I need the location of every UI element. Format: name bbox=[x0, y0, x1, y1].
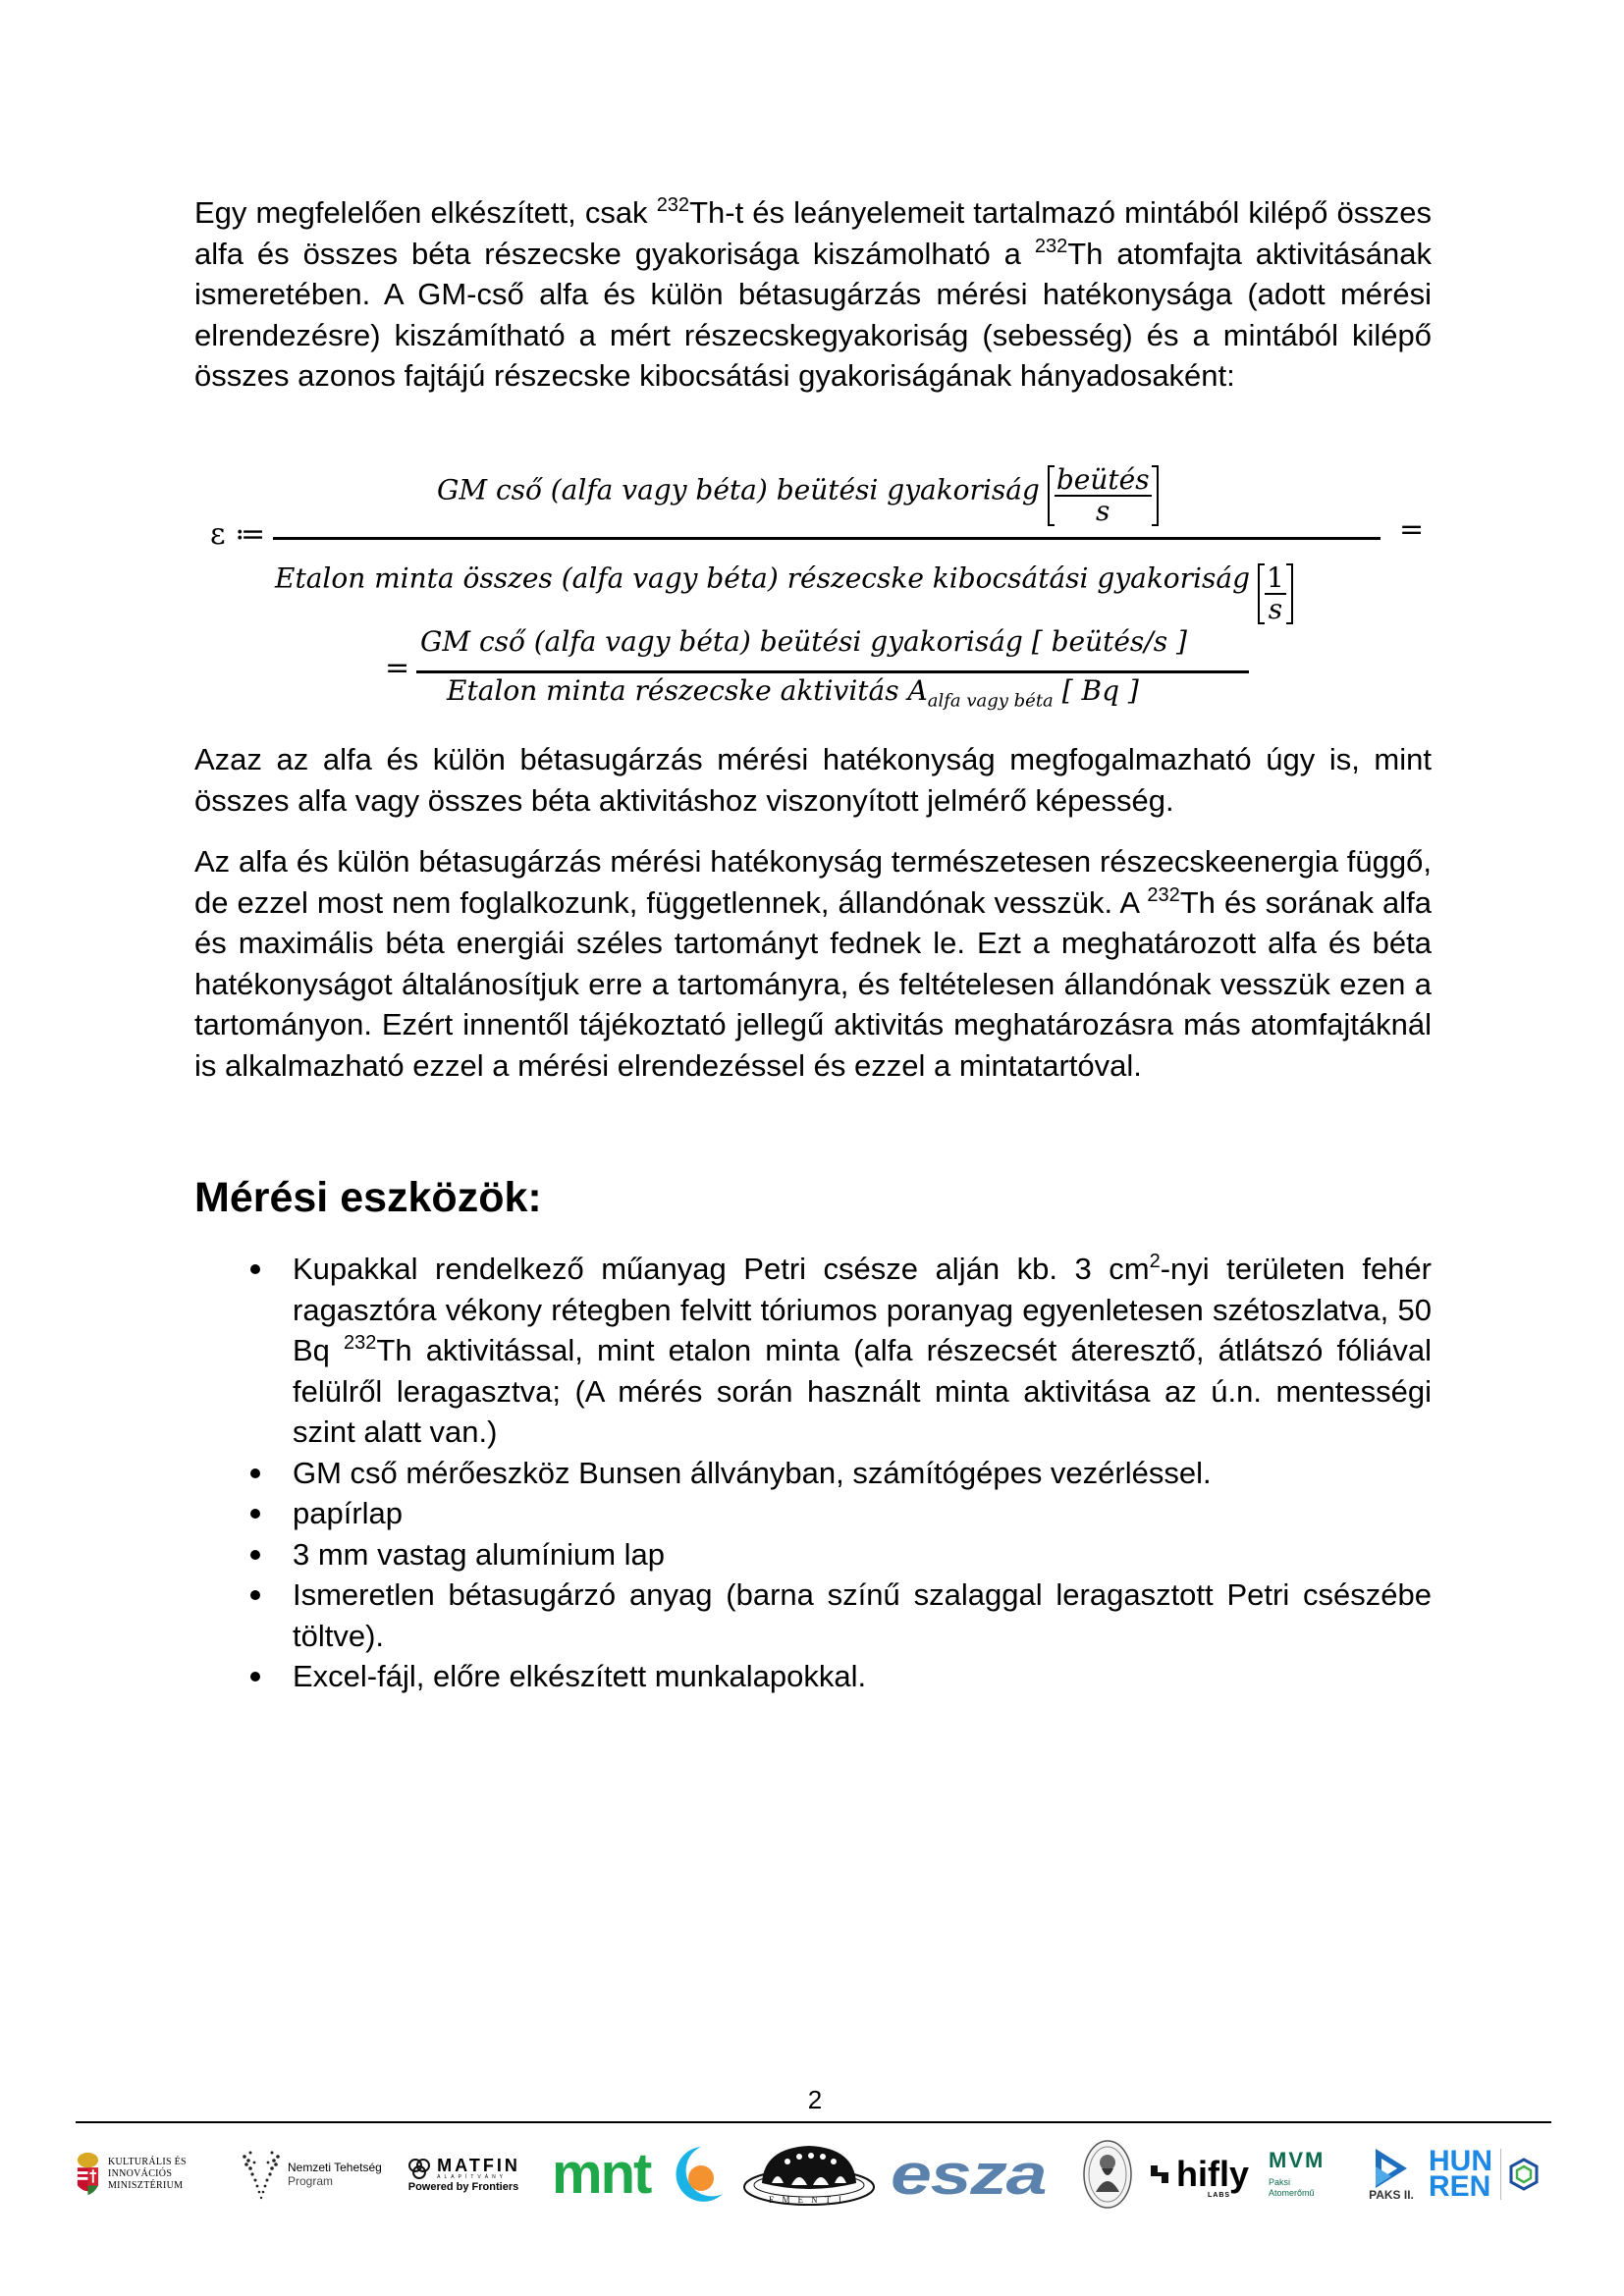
bullet-icon bbox=[250, 1468, 260, 1478]
logo-ementi bbox=[740, 2135, 878, 2214]
text-run: Th atomfajta aktivitásának ismeretében. A GM-cső alfa és külön bétasugárzás mérési hatékonysága (adott mérési elrendezésre) kiszámítható a mért részecskegyakoriság (sebesség) és a mintából kilépő összes azonos fajtájú részecske kibocsátási gyakoriságának hányadosaként: bbox=[194, 236, 1432, 393]
logo-text: MINISZTÉRIUM bbox=[107, 2180, 184, 2191]
footer-divider bbox=[76, 2121, 1551, 2123]
unit-top: beütés bbox=[1056, 463, 1150, 496]
page-number: 2 bbox=[807, 2085, 823, 2114]
coat-of-arms-icon bbox=[76, 2151, 100, 2198]
list-item bbox=[194, 1534, 1432, 1575]
paks-arrow-icon bbox=[1372, 2147, 1411, 2188]
fraction-bar bbox=[416, 670, 1249, 673]
logo-mvm-paks bbox=[1269, 2135, 1347, 2214]
bullet-icon bbox=[250, 1509, 260, 1519]
matfin-knot-icon bbox=[406, 2156, 432, 2181]
hexagon-icon bbox=[1509, 2158, 1539, 2191]
unit-bracket bbox=[1258, 563, 1293, 624]
list-item bbox=[194, 1656, 1432, 1697]
numerator-text: GM cső (alfa vagy béta) beütési gyakoriság bbox=[437, 473, 1040, 507]
list-item bbox=[194, 1493, 1432, 1534]
logo-text: REN bbox=[1429, 2170, 1491, 2203]
logo-text: KULTURÁLIS ÉS INNOVÁCIÓS bbox=[107, 2157, 187, 2179]
text-run: Th aktivitással, mint etalon minta (alfa részecsét áteresztő, átlátszó fóliával felülről leragasztva; (A mérés során használt minta aktivitása az ú.n. mentességi szint alatt van.) bbox=[293, 1333, 1433, 1449]
list-item bbox=[194, 1575, 1432, 1656]
unit-bracket bbox=[1048, 465, 1159, 526]
logo-eotvos-society bbox=[1082, 2135, 1135, 2214]
text-run: Egy megfelelően elkészített, csak bbox=[194, 195, 657, 230]
ntp-mark-icon bbox=[241, 2147, 282, 2202]
logo-text: ALAPÍTVÁNY bbox=[437, 2173, 508, 2180]
equipment-list bbox=[194, 1249, 1432, 1697]
logo-text: MVM bbox=[1269, 2148, 1326, 2172]
logo-mnt bbox=[552, 2135, 660, 2214]
list-item bbox=[194, 1249, 1432, 1453]
text-run: -nyi területen fehér ragasztóra vékony rétegben felvitt tóriumos poranyag egyenletesen szétoszlatva, 50 Bq bbox=[293, 1252, 1432, 1367]
formula2-denominator bbox=[447, 674, 1139, 712]
logo-text: Atomerőmű bbox=[1269, 2188, 1315, 2198]
bullet-icon bbox=[250, 1590, 260, 1600]
text-run: Kupakkal rendelkező műanyag Petri csésze alján kb. 3 cm bbox=[293, 1252, 1150, 1286]
equals-sign: = bbox=[385, 651, 410, 685]
unit-bottom: s bbox=[1096, 495, 1110, 527]
superscript: 2 bbox=[1149, 1251, 1161, 1272]
equals-sign: = bbox=[1399, 512, 1425, 547]
denominator-text: Etalon minta részecske aktivitás A bbox=[447, 674, 928, 707]
formula1-denominator bbox=[275, 550, 1293, 625]
text-run: 3 mm vastag alumínium lap bbox=[293, 1536, 666, 1572]
text-run: Az alfa és külön bétasugárzás mérési hatékonyság természetesen részecskeenergia függő, de ezzel most nem foglalkozunk, függetlennek, állandónak vesszük. A bbox=[194, 844, 1432, 920]
logo-matfin bbox=[400, 2135, 527, 2214]
logo-text: Nemzeti Tehetség bbox=[288, 2161, 382, 2174]
logo-text: esza bbox=[891, 2142, 1047, 2207]
text-run: papírlap bbox=[293, 1496, 404, 1530]
superscript: 232 bbox=[1147, 883, 1180, 906]
logo-text: hifly bbox=[1176, 2154, 1250, 2194]
text-run: Ismeretlen bétasugárzó anyag (barna színű szalaggal leragasztott Petri csészébe töltve). bbox=[293, 1577, 1432, 1653]
paragraph-energy-dependence bbox=[194, 841, 1432, 1086]
logo-text: EMENTI bbox=[769, 2195, 849, 2205]
list-item bbox=[194, 1453, 1432, 1494]
bullet-icon bbox=[250, 1550, 260, 1560]
logo-text: Powered by Frontiers bbox=[407, 2181, 519, 2193]
unit: [ Bq ] bbox=[1053, 674, 1139, 707]
formula1-numerator bbox=[437, 461, 1159, 527]
portrait-seal-icon bbox=[1082, 2139, 1133, 2210]
text-run: Excel-fájl, előre elkészített munkalapokkal. bbox=[293, 1659, 867, 1693]
paragraph-intro bbox=[194, 192, 1432, 397]
logo-text: Paksi bbox=[1269, 2177, 1291, 2187]
text-run: Th-t és leányelemeit tartalmazó mintából kilépő összes alfa és összes béta részecske gyakorisága kiszámolható a bbox=[194, 195, 1432, 271]
epsilon-definition: ε ≔ bbox=[210, 517, 266, 552]
paragraph-definition: Azaz az alfa és külön bétasugárzás mérési hatékonyság megfogalmazható úgy is, mint összes alfa vagy összes béta aktivitáshoz viszonyított jelmérő képesség. bbox=[194, 742, 1432, 818]
text-run: GM cső mérőeszköz Bunsen állványban, számítógépes vezérléssel. bbox=[293, 1455, 1212, 1490]
logo-hun-ren bbox=[1429, 2135, 1546, 2214]
logo-text: PAKS II. bbox=[1369, 2188, 1414, 2202]
logo-text: HUN bbox=[1429, 2145, 1492, 2177]
logo-hifly-labs bbox=[1149, 2135, 1257, 2214]
section-heading: Mérési eszközök: bbox=[194, 1174, 542, 1221]
sponsor-logos bbox=[76, 2135, 1551, 2214]
logo-ministry bbox=[76, 2135, 247, 2214]
unit-top: 1 bbox=[1267, 561, 1284, 594]
crescent-icon bbox=[666, 2143, 727, 2206]
fraction-bar bbox=[273, 537, 1380, 540]
logo-text: LABS bbox=[1208, 2192, 1231, 2199]
logo-text: MATFIN bbox=[437, 2155, 520, 2175]
bullet-icon bbox=[250, 1264, 260, 1274]
denominator-text: Etalon minta összes (alfa vagy béta) részecske kibocsátási gyakoriság bbox=[275, 561, 1250, 595]
superscript: 232 bbox=[344, 1332, 377, 1354]
logo-text: mnt bbox=[552, 2142, 651, 2206]
subscript: alfa vagy béta bbox=[927, 690, 1054, 712]
logo-text: Program bbox=[288, 2174, 334, 2188]
formula2-numerator: GM cső (alfa vagy béta) beütési gyakoriság [ beütés/s ] bbox=[420, 625, 1187, 658]
dome-icon bbox=[740, 2140, 878, 2209]
logo-divider bbox=[1500, 2149, 1501, 2200]
superscript: 232 bbox=[656, 194, 690, 216]
logo-paks-ii bbox=[1362, 2135, 1421, 2214]
hifly-mark-icon bbox=[1149, 2163, 1170, 2185]
text-run: Th és sorának alfa és maximális béta energiái széles tartományt fednek le. Ezt a meghatározott alfa és béta hatékonyságot általánosítjuk erre a tartományra, és feltételesen állandónak vesszük ezen a tartományon. Ezért innentől tájékoztató jellegű aktivitás meghatározásra más atomfajtáknál is alkalmazható ezzel a mérési elrendezéssel és ezzel a mintatartóval. bbox=[194, 884, 1432, 1083]
unit-bottom: s bbox=[1268, 593, 1283, 625]
bullet-icon bbox=[250, 1672, 260, 1682]
logo-esza bbox=[891, 2135, 1067, 2214]
logo-national-talent-program bbox=[241, 2135, 388, 2214]
superscript: 232 bbox=[1034, 235, 1068, 257]
logo-crescent bbox=[666, 2135, 729, 2214]
